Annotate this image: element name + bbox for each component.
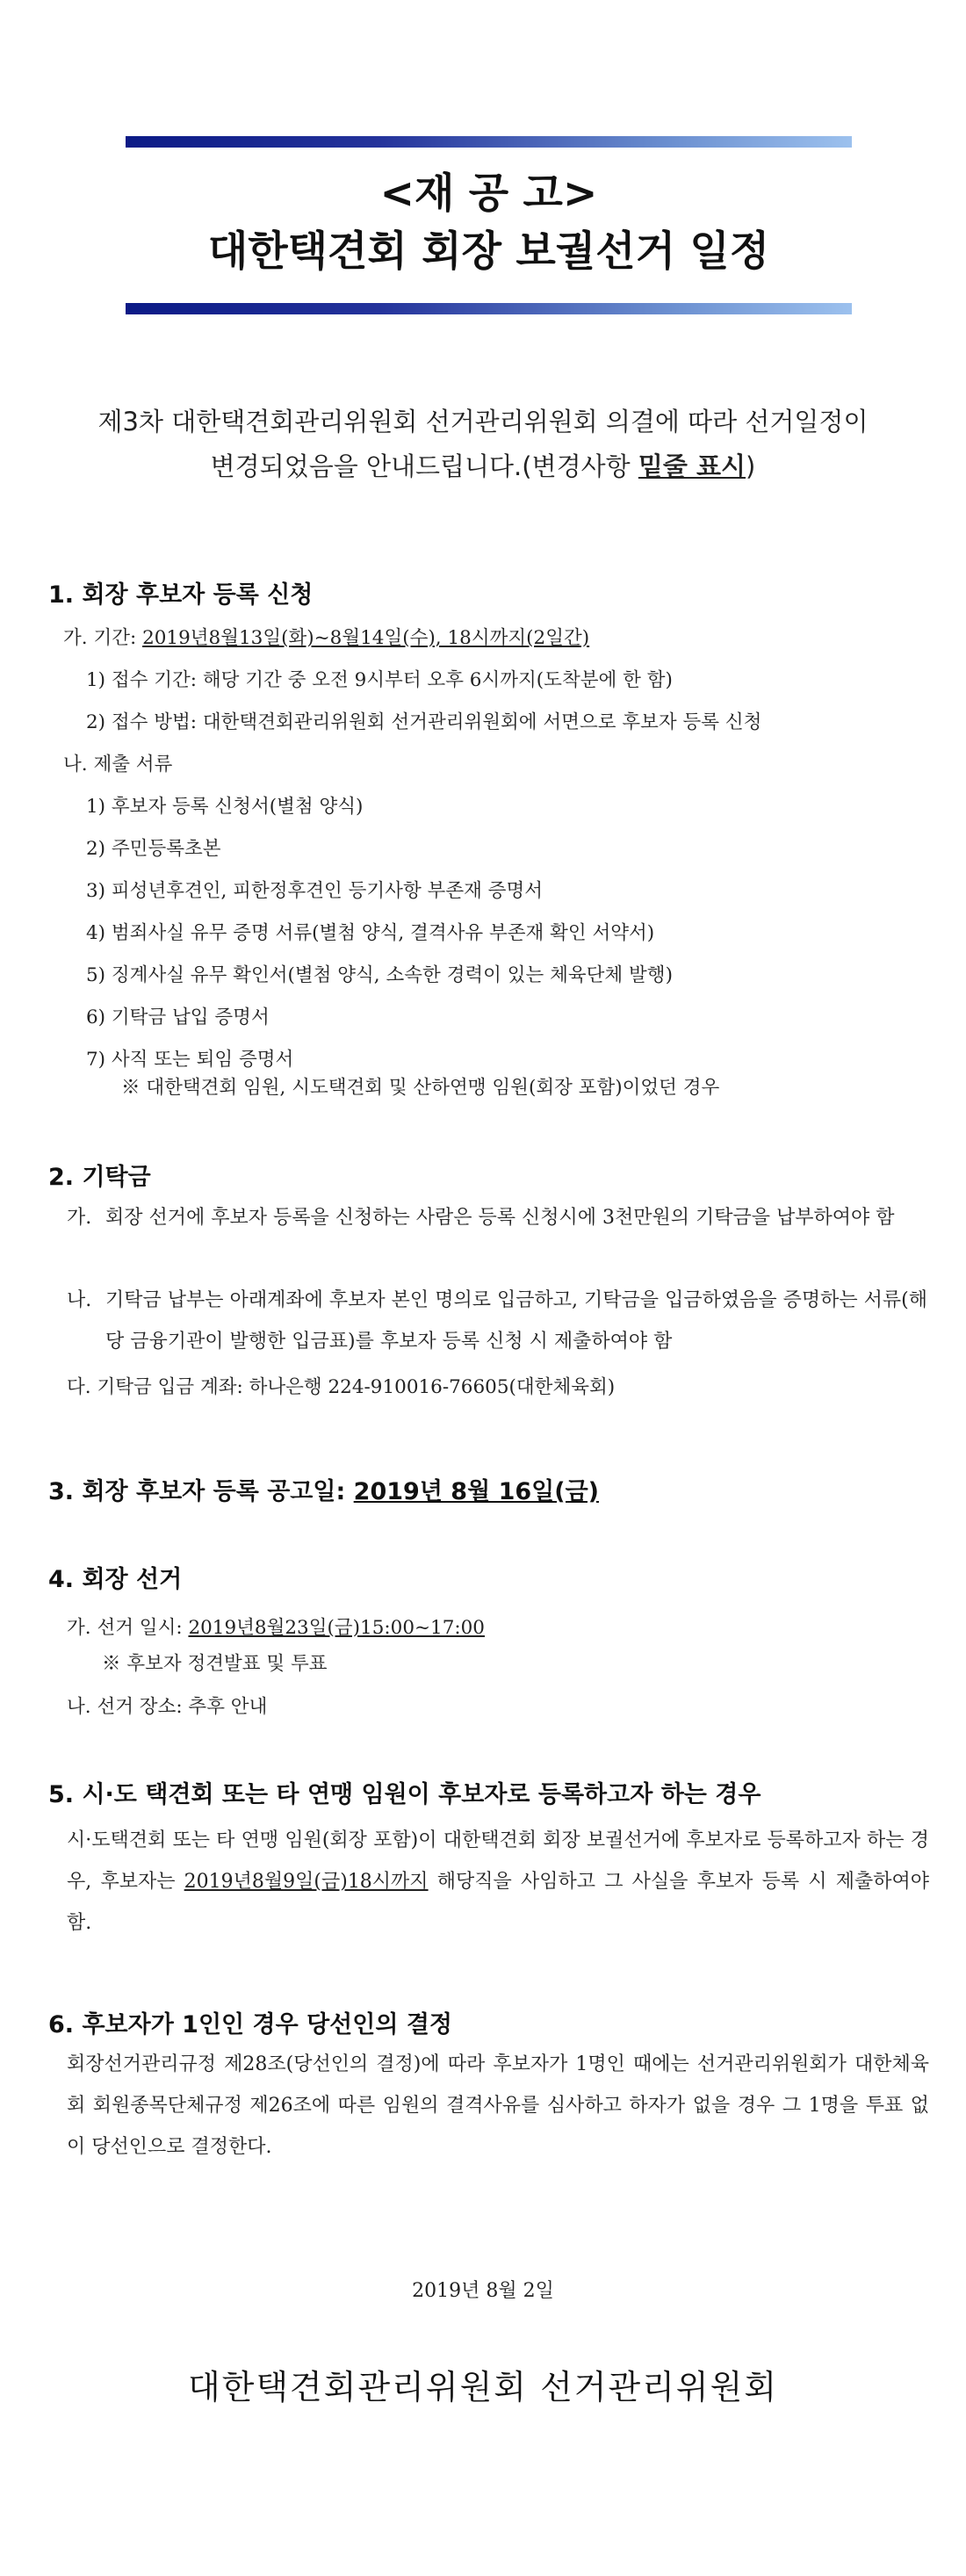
intro-line-2-text: 변경되었음을 안내드립니다.(변경사항 — [210, 451, 638, 481]
s1-item-2: 2) 접수 방법: 대한택견회관리위원회 선거관리위원회에 서면으로 후보자 등록 신청 — [86, 711, 762, 733]
s2-item-b-text: 기탁금 납부는 아래계좌에 후보자 본인 명의로 입금하고, 기탁금을 입금하였음을 증명하는 서류(해당 금융기관이 발행한 입금표)를 후보자 등록 신청 시 제출하여야 함 — [105, 1289, 927, 1353]
s1-doc-item: 3) 피성년후견인, 피한정후견인 등기사항 부존재 증명서 — [86, 880, 543, 902]
banner-top-bar — [126, 136, 852, 148]
announcement-label: <재 공 고> — [379, 170, 598, 218]
s1-period-label: 가. 기간: — [63, 627, 143, 649]
s1-doc-item: 7) 사직 또는 퇴임 증명서 — [86, 1049, 294, 1071]
s1-doc-item: 1) 후보자 등록 신청서(별첨 양식) — [86, 796, 364, 818]
intro-emphasis: 밑줄 표시 — [638, 451, 746, 481]
s5-deadline: 2019년8월9일(금)18시까지 — [184, 1871, 429, 1893]
issuing-organization: 대한택견회관리위원회 선거관리위원회 — [187, 2368, 779, 2406]
s1-note: ※ 대한택견회 임원, 시도택견회 및 산하연맹 임원(회장 포함)이었던 경우 — [121, 1077, 720, 1099]
section-4-heading: 4. 회장 선거 — [48, 1566, 183, 1593]
intro-notice — [0, 400, 966, 489]
section-1-heading: 1. 회장 후보자 등록 신청 — [48, 581, 314, 609]
s1-doc-item: 4) 범죄사실 유무 증명 서류(별첨 양식, 결격사유 부존재 확인 서약서) — [86, 922, 655, 944]
s4-item-a — [67, 1613, 485, 1640]
s2-item-b — [67, 1280, 927, 1362]
s6-paragraph: 회장선거관리규정 제28조(당선인의 결정)에 따라 후보자가 1명인 때에는 선거관리위원회가 대한체육회 회원종목단체규정 제26조에 따른 임원의 결격사유를 심사하고 하자가 없을 경우 그 1명을 투표 없이 당선인으로 결정한다. — [67, 2053, 929, 2158]
s1-doc-item: 5) 징계사실 유무 확인서(별첨 양식, 소속한 경력이 있는 체육단체 발행) — [86, 964, 673, 986]
s5-text-end: 해당직을 사임하고 그 사실을 후보자 등록 시 제출하여야 함. — [67, 1871, 929, 1934]
section-6-heading: 6. 후보자가 1인인 경우 당선인의 결정 — [48, 2011, 452, 2038]
s4-election-datetime: 2019년8월23일(금)15:00~17:00 — [188, 1617, 485, 1639]
issue-date: 2019년 8월 2일 — [412, 2280, 554, 2302]
s5-paragraph — [67, 1820, 929, 1944]
s2-item-a-label: 가. — [67, 1207, 92, 1229]
section-3-date: 2019년 8월 16일(금) — [353, 1478, 599, 1505]
banner-bottom-bar — [126, 303, 852, 314]
intro-line-2-end: ) — [746, 451, 756, 481]
s2-item-c: 다. 기탁금 입금 계좌: 하나은행 224-910016-76605(대한체육회) — [67, 1376, 616, 1398]
s2-item-b-label: 나. — [67, 1289, 92, 1311]
s1-period-value: 2019년8월13일(화)~8월14일(수), 18시까지(2일간) — [142, 627, 590, 649]
s1-item-1: 1) 접수 기간: 해당 기간 중 오전 9시부터 오후 6시까지(도착분에 한 함) — [86, 669, 673, 691]
s4-item-a-label: 가. 선거 일시: — [67, 1617, 189, 1639]
intro-line-1: 제3차 대한택견회관리위원회 선거관리위원회 의결에 따라 선거일정이 — [97, 407, 869, 437]
title-banner — [126, 136, 852, 314]
s1-doc-item: 6) 기탁금 납입 증명서 — [86, 1007, 270, 1028]
s5-text: 시·도택견회 또는 타 연맹 임원(회장 포함)이 대한택견회 회장 보궐선거에 후보자로 등록하고자 하는 경우, 후보자는 — [67, 1829, 929, 1893]
s4-note: ※ 후보자 정견발표 및 투표 — [102, 1653, 328, 1675]
s1-docs-label: 나. 제출 서류 — [63, 754, 173, 776]
s4-item-b: 나. 선거 장소: 추후 안내 — [67, 1696, 268, 1718]
s2-item-a-text: 회장 선거에 후보자 등록을 신청하는 사람은 등록 신청시에 3천만원의 기탁금을 납부하여야 함 — [105, 1207, 895, 1229]
s1-period — [63, 623, 589, 650]
section-2-heading: 2. 기탁금 — [48, 1164, 151, 1191]
section-5-heading: 5. 시·도 택견회 또는 타 연맹 임원이 후보자로 등록하고자 하는 경우 — [48, 1781, 761, 1808]
intro-line-2 — [0, 444, 966, 489]
s1-doc-item: 2) 주민등록초본 — [86, 838, 221, 860]
section-3-heading — [48, 1472, 599, 1506]
page-title: 대한택견회 회장 보궐선거 일정 — [207, 227, 770, 276]
section-3-label: 3. 회장 후보자 등록 공고일: — [48, 1478, 354, 1505]
s2-item-a — [67, 1197, 927, 1238]
